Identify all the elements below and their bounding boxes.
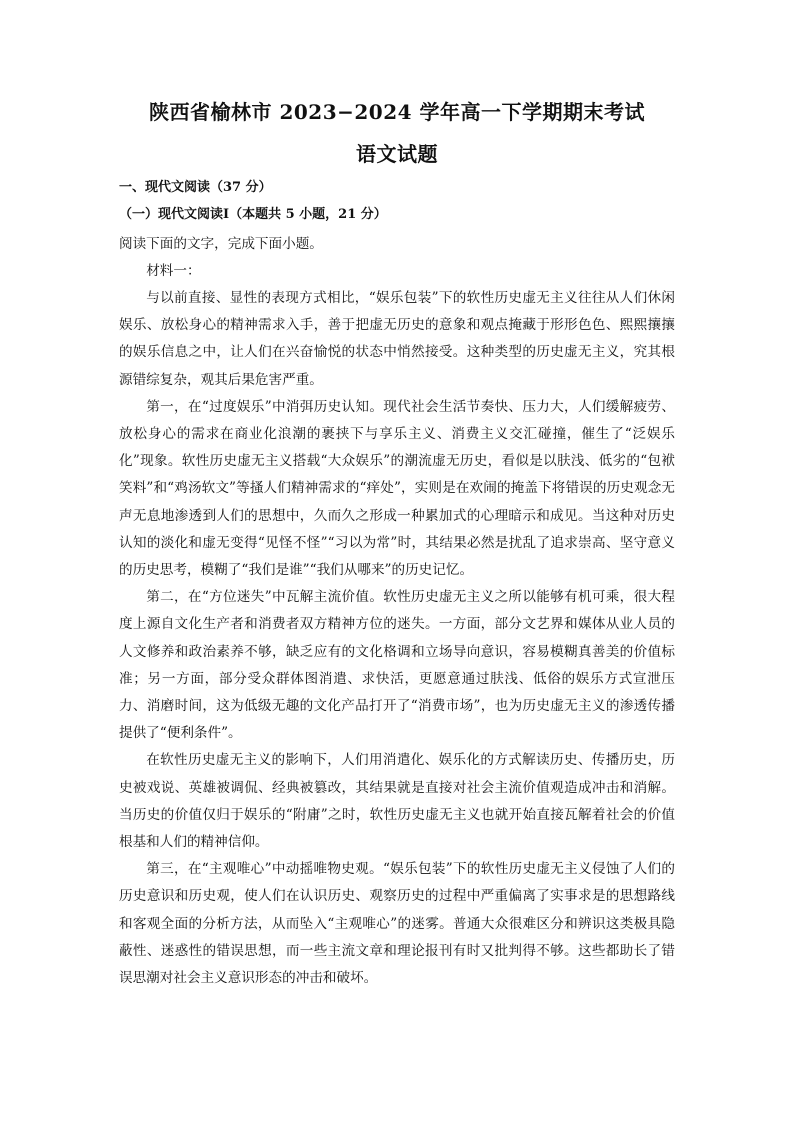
body-paragraph: 第一，在“过度娱乐”中消弭历史认知。现代社会生活节奏快、压力大，人们缓解疲劳、放松身心的需求在商业化浪潮的裹挟下与享乐主义、消费主义交汇碰撞，催生了“泛娱乐化”现象。软性历史虚无主义搭载“大众娱乐”的潮流虚无历史，看似是以肤浅、低劣的“包袱笑料”和“鸡汤软文”等搔人们精神需求的“痒处”，实则是在欢闹的掩盖下将错误的历史观念无声无息地渗透到人们的思想中，久而久之形成一种累加式的心理暗示和成见。当这种对历史认知的淡化和虚无变得“见怪不怪”“习以为常”时，其结果必然是扰乱了追求崇高、坚守意义的历史思考，模糊了“我们是谁”“我们从哪来”的历史记忆。: [119, 398, 675, 579]
article-body: [119, 285, 675, 992]
document-subtitle: 语文试题: [356, 142, 438, 166]
body-paragraph: 第三，在“主观唯心”中动摇唯物史观。“娱乐包装”下的软性历史虚无主义侵蚀了人们的历史意识和历史观，使人们在认识历史、观察历史的过程中严重偏离了实事求是的思想路线和客观全面的分析方法，从而坠入“主观唯心”的迷雾。普通大众很难区分和辨识这类极具隐蔽性、迷惑性的错误思想，而一些主流文章和理论报刊有时又批判得不够。这些都助长了错误思潮对社会主义意识形态的冲击和破坏。: [119, 861, 675, 987]
material-label: 材料一：: [146, 263, 201, 279]
document-title: 陕西省榆林市 2023−2024 学年高一下学期期末考试: [148, 100, 645, 124]
subsection-heading: （一）现代文阅读Ⅰ（本题共 5 小题，21 分）: [119, 207, 387, 222]
section-heading: 一、现代文阅读（37 分）: [119, 180, 272, 195]
instruction-text: 阅读下面的文字，完成下面小题。: [119, 236, 323, 252]
body-paragraph: 在软性历史虚无主义的影响下，人们用消遣化、娱乐化的方式解读历史、传播历史，历史被戏说、英雄被调侃、经典被篡改，其结果就是直接对社会主流价值观造成冲击和消解。当历史的价值仅归于娱乐的“附庸”之时，软性历史虚无主义也就开始直接瓦解着社会的价值根基和人们的精神信仰。: [119, 752, 675, 851]
body-paragraph: 第二，在“方位迷失”中瓦解主流价值。软性历史虚无主义之所以能够有机可乘，很大程度上源自文化生产者和消费者双方精神方位的迷失。一方面，部分文艺界和媒体从业人员的人文修养和政治素养不够，缺乏应有的文化格调和立场导向意识，容易模糊真善美的价值标准；另一方面，部分受众群体图消遣、求快活，更愿意通过肤浅、低俗的娱乐方式宣泄压力、消磨时间，这为低级无趣的文化产品打开了“消费市场”，也为历史虚无主义的渗透传播提供了“便利条件”。: [119, 589, 675, 742]
body-paragraph: 与以前直接、显性的表现方式相比，“娱乐包装”下的软性历史虚无主义往往从人们休闲娱乐、放松身心的精神需求入手，善于把虚无历史的意象和观点掩藏于形形色色、熙熙攘攘的娱乐信息之中，让人们在兴奋愉悦的状态中悄然接受。这种类型的历史虚无主义，究其根源错综复杂，观其后果危害严重。: [119, 290, 675, 388]
